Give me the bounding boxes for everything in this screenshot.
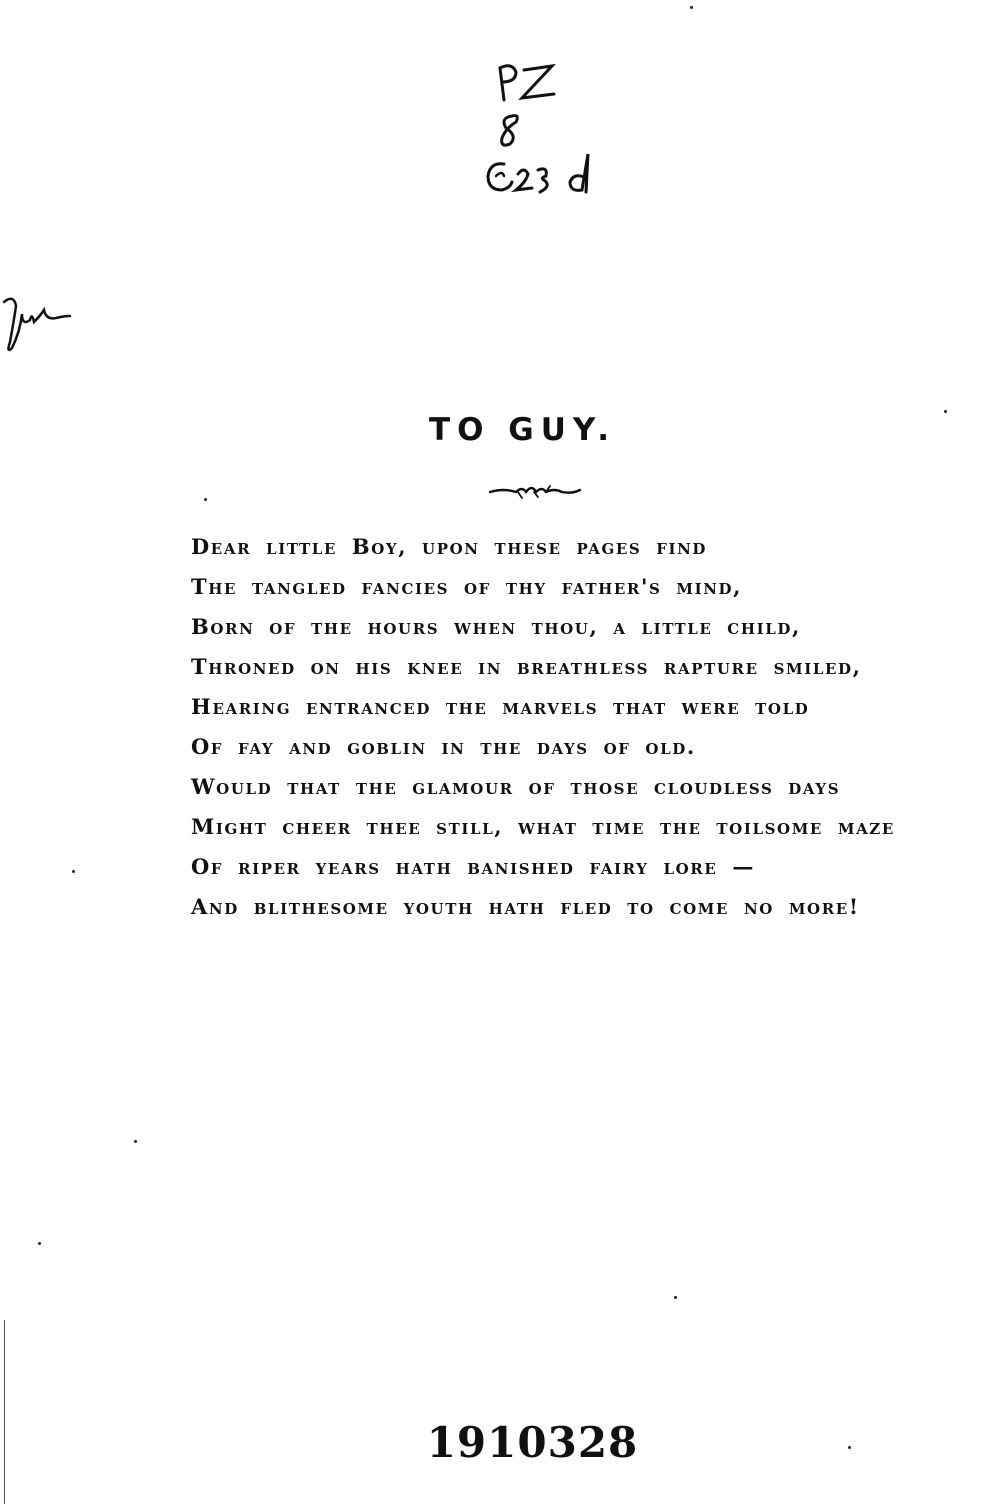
scan-speck: [944, 410, 947, 413]
poem-line: Born of the hours when thou, a little child,: [191, 614, 801, 639]
accession-number: 1910328: [426, 1418, 639, 1467]
scan-speck: [204, 498, 207, 501]
poem-line: Of fay and goblin in the days of old.: [191, 734, 696, 759]
handwritten-call-number: [482, 58, 632, 208]
poem-line: Dear little Boy, upon these pages find: [191, 534, 708, 559]
ornament-divider-icon: [488, 480, 582, 502]
poem-line: And blithesome youth hath fled to come no more!: [191, 894, 860, 919]
scan-speck: [38, 1242, 41, 1245]
handwritten-margin-note: [0, 292, 80, 362]
scan-speck: [848, 1446, 851, 1449]
poem-line: Would that the glamour of those cloudless days: [191, 774, 841, 799]
poem-line: Throned on his knee in breathless rapture smiled,: [191, 654, 862, 679]
scan-speck: [690, 6, 693, 9]
page-title: TO GUY.: [428, 412, 616, 448]
poem-line: Might cheer thee still, what time the toilsome maze: [191, 814, 895, 839]
scan-speck: [134, 1140, 137, 1143]
poem-line: The tangled fancies of thy father's mind,: [191, 574, 743, 599]
poem-line: Of riper years hath banished fairy lore —: [191, 854, 755, 879]
scan-edge-line: [4, 1320, 5, 1504]
poem: [191, 532, 951, 932]
scan-speck: [72, 870, 75, 873]
scan-speck: [674, 1296, 677, 1299]
poem-line: Hearing entranced the marvels that were told: [191, 694, 810, 719]
